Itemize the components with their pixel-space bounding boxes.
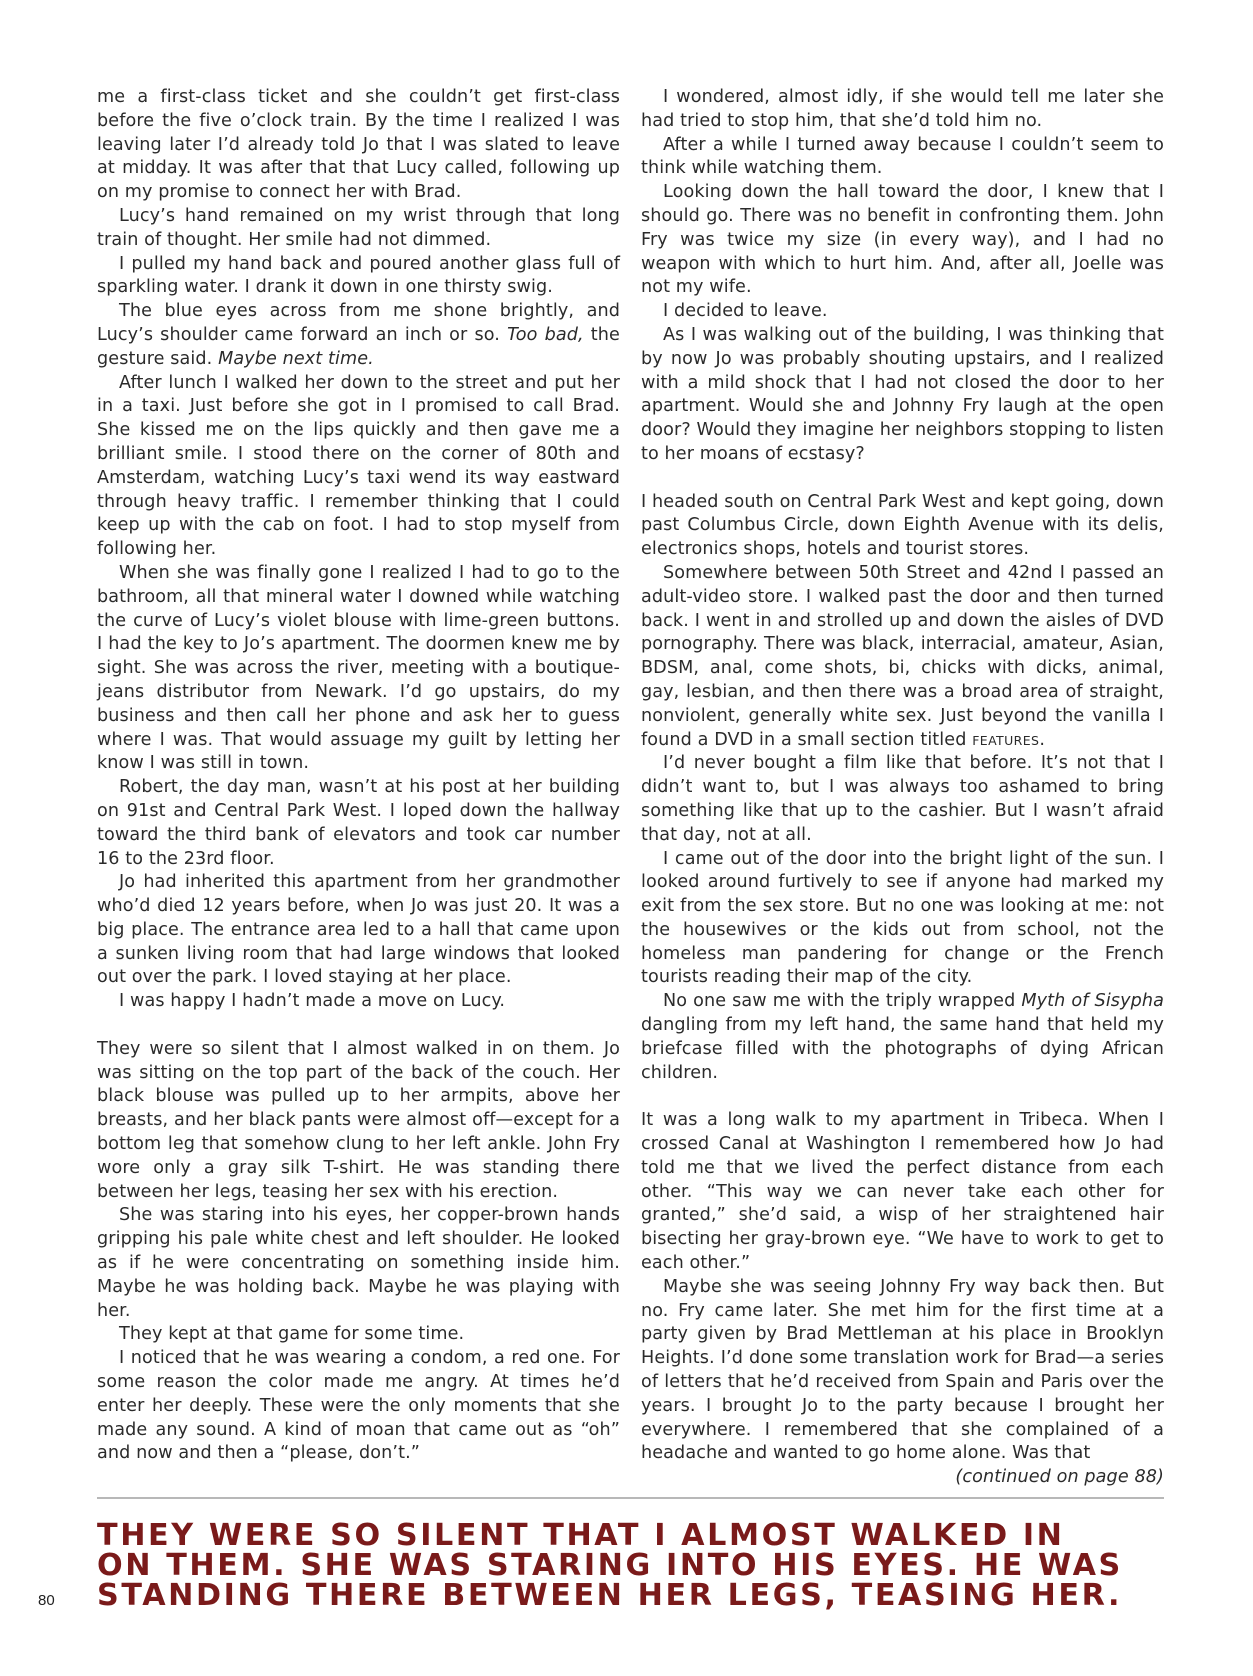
paragraph — [641, 990, 1164, 1085]
continued-on-page-note: (continued on page 88) — [955, 1467, 1164, 1488]
text-run: dangling from my left hand, the same hand that held my briefcase filled with the photographs of dying African children. — [641, 1015, 1164, 1083]
right-text-column — [641, 86, 1164, 1490]
pull-quote-divider — [97, 1497, 1164, 1499]
section-start-paragraph: It was a long walk to my apartment in Tribeca. When I crossed Canal at Washington I remembered how Jo had told me that we lived the perfect distance from each other. “This way we can never take each other for granted,” she’d said, a wisp of her straightened hair bisecting her gray-brown eye. “We have to work to get to each other.” — [641, 1110, 1164, 1274]
paragraph: I was happy I hadn’t made a move on Lucy. — [119, 991, 506, 1012]
pull-quote-line: STANDING THERE BETWEEN HER LEGS, TEASING HER. — [97, 1578, 1123, 1613]
pull-quote-line: ON THEM. SHE WAS STARING INTO HIS EYES. HE WAS — [97, 1548, 1123, 1583]
small-caps-run: FEATURES — [972, 732, 1040, 748]
paragraph: As I was walking out of the building, I was thinking that by now Jo was probably shouting upstairs, and I realized with a mild shock that I had not closed the door to her apartment. Would she and Johnny Fry laugh at the open door? Would they imagine her neighbors stopping to listen to her moans of ecstasy? — [641, 324, 1164, 464]
paragraph — [97, 300, 620, 371]
text-run: Somewhere between 50th Street and 42nd I passed an adult-video store. I walked past the door and then turned back. I went in and strolled up and down the aisles of DVD pornography. There was black, interracial, amateur, Asian, BDSM, anal, come shots, bi, chicks with dicks, animal, gay, lesbian, and then there was a broad area of straight, nonviolent, generally white sex. Just beyond the vanilla I found a DVD in a small section titled — [641, 562, 1164, 750]
paragraph: I came out of the door into the bright light of the sun. I looked around furtively to see if anyone had marked my exit from the sex store. But no one was looking at me: not the housewives or the kids out from school, not the homeless man pandering for change or the French tourists reading their map of the city. — [641, 848, 1164, 988]
paragraph — [641, 1276, 1164, 1488]
paragraph: me a first-class ticket and she couldn’t get first-class before the five o’clock train. By the time I realized I was leaving later I’d already told Jo that I was slated to leave at midday. It was after that that Lucy called, following up on my promise to connect her with Brad. — [97, 87, 620, 203]
paragraph: I’d never bought a film like that before. It’s not that I didn’t want to, but I was always too ashamed to bring something like that up to the cashier. But I wasn’t afraid that day, not at all. — [641, 753, 1164, 845]
paragraph: Looking down the hall toward the door, I knew that I should go. There was no benefit in confronting them. John Fry was twice my size (in every way), and I had no weapon with which to hurt him. And, after all, Joelle was not my wife. — [641, 182, 1164, 298]
paragraph — [641, 562, 1164, 752]
text-run: Maybe she was seeing Johnny Fry way back then. But no. Fry came later. She met him for the first time at a party given by Brad Mettleman at his place in Brooklyn Heights. I’d done some translation work for Brad—a series of letters that he’d received from Spain and Paris over the years. I brought Jo to the party because I brought her everywhere. I remembered that she complained of a headache and wanted to go home alone. Was that — [641, 1276, 1164, 1464]
pull-quote — [97, 1518, 1167, 1613]
paragraph: I pulled my hand back and poured another glass full of sparkling water. I drank it down in one thirsty swig. — [97, 253, 620, 298]
text-run: the gesture said. — [97, 324, 620, 369]
italic-run: Too bad, — [507, 324, 584, 345]
paragraph: They kept at that game for some time. — [119, 1324, 465, 1345]
page-number: 80 — [38, 1592, 55, 1609]
paragraph: I noticed that he was wearing a condom, a red one. For some reason the color made me angry. At times he’d enter her deeply. These were the only moments that she made any sound. A kind of moan that came out as “oh” and now and then a “please, don’t.” — [97, 1348, 620, 1464]
paragraph: She was staring into his eyes, her copper-brown hands gripping his pale white chest and left shoulder. He looked as if he were concentrating on something inside him. Maybe he was holding back. Maybe he was playing with her. — [97, 1205, 620, 1321]
paragraph: When she was finally gone I realized I had to go to the bathroom, all that mineral water I downed while watching the curve of Lucy’s violet blouse with lime-green buttons. I had the key to Jo’s apartment. The doormen knew me by sight. She was across the river, meeting with a boutique-jeans distributor from Newark. I’d go upstairs, do my business and then call her phone and ask her to guess where I was. That would assuage my guilt by letting her know I was still in town. — [97, 562, 620, 774]
paragraph: After lunch I walked her down to the street and put her in a taxi. Just before she got in I promised to call Brad. She kissed me on the lips quickly and then gave me a brilliant smile. I stood there on the corner of 80th and Amsterdam, watching Lucy’s taxi wend its way eastward through heavy traffic. I remember thinking that I could keep up with the cab on foot. I had to stop myself from following her. — [97, 372, 620, 560]
paragraph: I wondered, almost idly, if she would tell me later she had tried to stop him, that she’d told him no. — [641, 87, 1164, 131]
paragraph: Jo had inherited this apartment from her grandmother who’d died 12 years before, when Jo was just 20. It was a big place. The entrance area led to a hall that came upon a sunken living room that had large windows that looked out over the park. I loved staying at her place. — [97, 872, 620, 988]
section-start-paragraph: I headed south on Central Park West and kept going, down past Columbus Circle, down Eighth Avenue with its delis, electronics shops, hotels and tourist stores. — [641, 491, 1164, 560]
paragraph: After a while I turned away because I couldn’t seem to think while watching them. — [641, 134, 1164, 179]
text-run: . — [1039, 729, 1046, 750]
paragraph: I decided to leave. — [663, 301, 828, 322]
pull-quote-line: THEY WERE SO SILENT THAT I ALMOST WALKED IN — [97, 1518, 1065, 1553]
italic-run: Maybe next time. — [218, 348, 374, 369]
section-start-paragraph: They were so silent that I almost walked in on them. Jo was sitting on the top part of the back of the couch. Her black blouse was pulled up to her armpits, above her breasts, and her black pants were almost off—except for a bottom leg that somehow clung to her left ankle. John Fry wore only a gray silk T-shirt. He was standing there between her legs, teasing her sex with his erection. — [97, 1038, 620, 1202]
left-text-column — [97, 86, 620, 1466]
paragraph: Lucy’s hand remained on my wrist through that long train of thought. Her smile had not dimmed. — [97, 205, 620, 250]
text-run: The blue eyes across from me shone brightly, and Lucy’s shoulder came forward an inch or so. — [97, 301, 620, 345]
paragraph: Robert, the day man, wasn’t at his post at her building on 91st and Central Park West. I loped down the hallway toward the third bank of elevators and took car number 16 to the 23rd floor. — [97, 777, 620, 869]
italic-run: Myth of Sisypha — [1021, 991, 1164, 1012]
text-run: No one saw me with the triply wrapped — [663, 991, 1022, 1012]
